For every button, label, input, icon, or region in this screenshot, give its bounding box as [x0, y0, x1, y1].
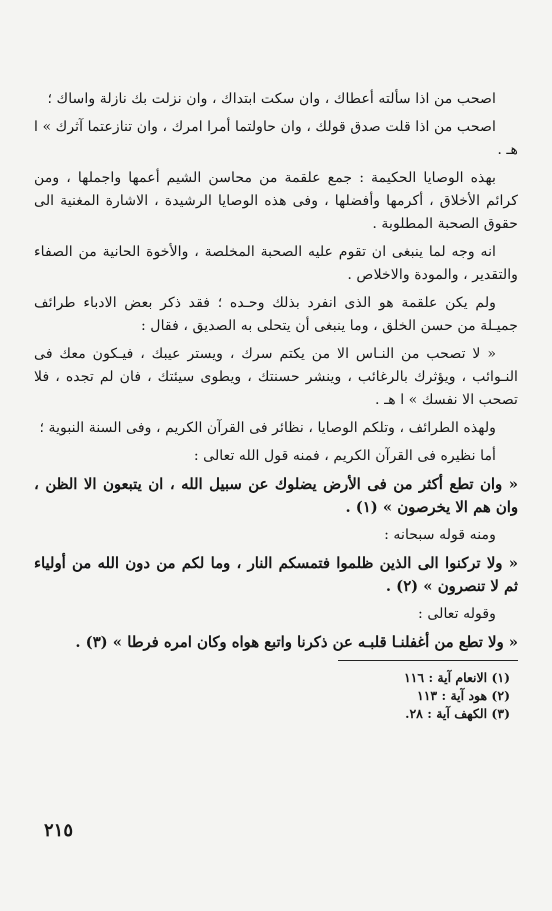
paragraph: ولم يكن علقمة هو الذى انفرد بذلك وحـده ؛ فقد ذكر بعض الادباء طرائف جميـلة من حسن الخلق ، وما ينبغى أن يتحلى به الصديق ، فقال : [34, 295, 518, 334]
paragraph: ولهذه الطرائف ، وتلكم الوصايا ، نظائر فى القرآن الكريم ، وفى السنة النبوية ؛ [39, 420, 496, 436]
footnote: (٣) الكهف آية : ٢٨. [405, 706, 510, 721]
paragraph: اصحب من اذا قلت صدق قولك ، وان حاولتما أمرا امرك ، وان تنازعتما آثرك » ا هـ . [34, 119, 518, 158]
paragraph: بهذه الوصايا الحكيمة : جمع علقمة من محاسن الشيم أعمها واجملها ، ومن كرائم الأخلاق ، أكرمها وأفضلها ، وفى هذه الوصايا الرشيدة ، الاشارة المغنية الى حقوق الصحبة المطلوبة . [34, 170, 518, 232]
paragraph: أما نظيره فى القرآن الكريم ، فمنه قول الله تعالى : [193, 448, 496, 464]
quote-paragraph: « لا تصحب من النـاس الا من يكتم سرك ، ويستر عيبك ، فيـكون معك فى النـوائب ، ويؤثرك بالرغائب ، وينشر حسنتك ، ويطوى سيئتك ، فان لم تجده ، فلا تصحب الا نفسك » ا هـ . [34, 346, 518, 408]
quran-verse: « وان تطع أكثر من فى الأرض يضلوك عن سبيل الله ، ان يتبعون الا الظن ، وان هم الا يخرصون » (١) . [34, 476, 518, 516]
paragraph: ومنه قوله سبحانه : [384, 527, 496, 543]
paragraph: اصحب من اذا سألته أعطاك ، وان سكت ابتداك ، وان نزلت بك نازلة واساك ؛ [47, 91, 496, 107]
quran-verse: « ولا تركنوا الى الذين ظلموا فتمسكم النار ، وما لكم من دون الله من أولياء ثم لا تنصرون » (٢) . [34, 555, 518, 595]
page-body [34, 88, 518, 723]
footnote: (١) الانعام آية : ١١٦ [403, 670, 510, 685]
quran-verse: « ولا تطع من أغفلنـا قلبـه عن ذكرنا واتبع هواه وكان امره فرطا » (٣) . [75, 634, 518, 651]
page-number: ٢١٥ [44, 820, 74, 841]
paragraph: انه وجه لما ينبغى ان تقوم عليه الصحبة المخلصة ، والأخوة الحانية من الصفاء والتقدير ، والمودة والاخلاص . [34, 244, 518, 283]
footnote-divider [338, 660, 518, 661]
footnote: (٢) هود آية : ١١٣ [416, 688, 510, 703]
paragraph: وقوله تعالى : [418, 606, 496, 622]
